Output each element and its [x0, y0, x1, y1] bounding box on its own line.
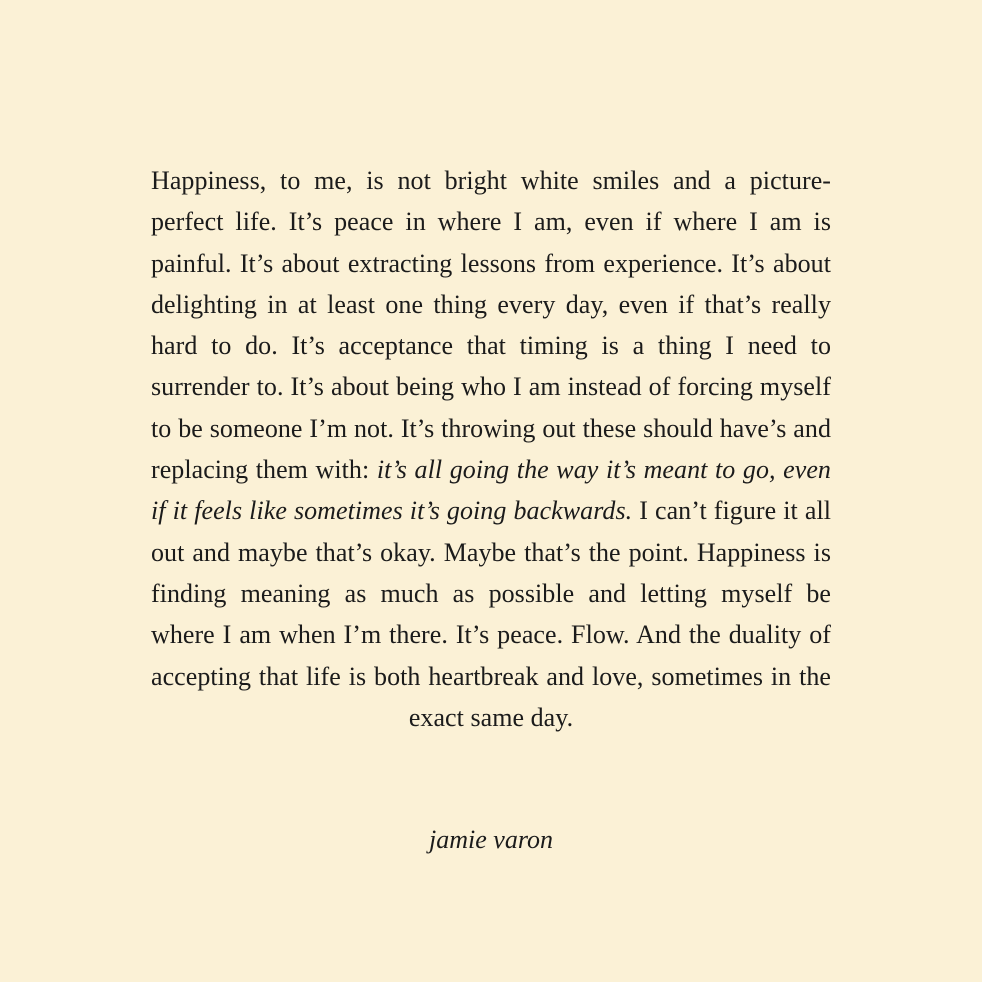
quote-italic-text: it’s all going the way it’s meant to go, even if it feels like sometimes it’s going backwards.	[151, 455, 831, 526]
quote-text-part-2: I can’t figure it all out and maybe that’s okay. Maybe that’s the point. Happiness is finding meaning as much as possible and letting myself be where I am when I’m there. It’s peace. Flow. And the duality of accepting that life is both heartbreak and love, sometimes in the exact same day.	[151, 496, 832, 732]
quote-author: jamie varon	[429, 825, 553, 854]
quote-text	[151, 160, 831, 738]
quote-text-part-1: Happiness, to me, is not bright white smiles and a picture-perfect life. It’s peace in where I am, even if where I am is painful. It’s about extracting lessons from experience. It’s about delighting in at least one thing every day, even if that’s really hard to do. It’s acceptance that timing is a thing I need to surrender to. It’s about being who I am instead of forcing myself to be someone I’m not. It’s throwing out these should have’s and replacing them with:	[151, 166, 831, 485]
